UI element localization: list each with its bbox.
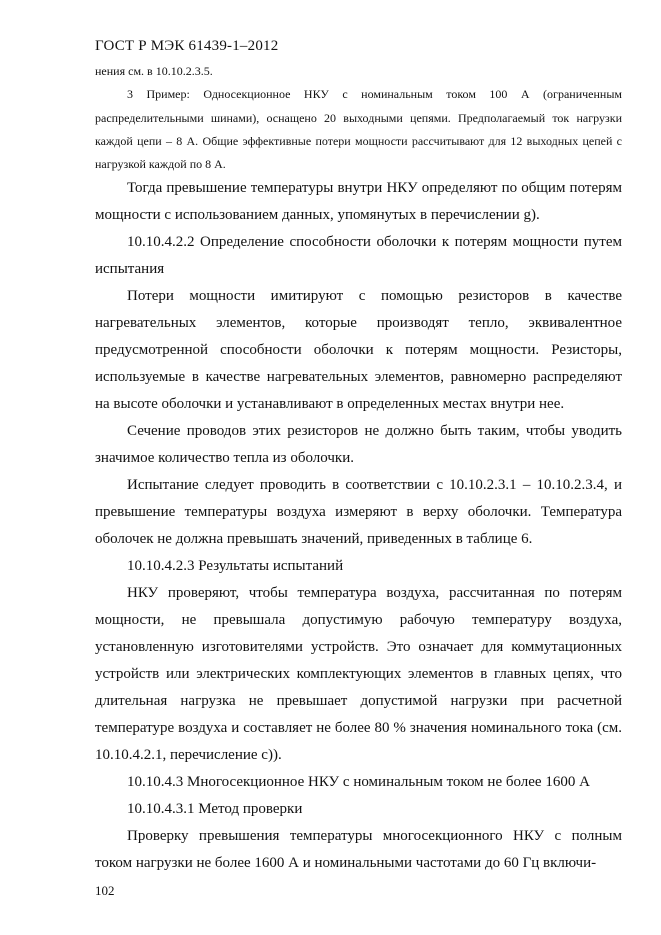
page-number: 102: [95, 883, 115, 898]
note-example: 3 Пример: Односекционное НКУ с номинальным током 100 А (ограниченным распределительными шинами), оснащено 20 выходными цепями. Предполагаемый ток нагрузки каждой цепи – 8 А. Общие эффективные потери мощности рассчитывают для 12 выходных цепей с нагрузкой каждой по 8 А.: [95, 87, 622, 172]
paragraph-test-results: НКУ проверяют, чтобы температура воздуха, рассчитанная по потерям мощности, не превышала допустимую рабочую температуру воздуха, установленную изготовителями устройств. Это означает для коммутационных устройств или электрических комплектующих элементов в главных цепях, что длительная нагрузка не превышает допустимой нагрузки при расчетной температуре воздуха и составляет не более 80 % значения номинального тока (см. 10.10.4.2.1, перечисление с)).: [95, 585, 622, 763]
paragraph-power-loss-simulation: Потери мощности имитируют с помощью резисторов в качестве нагревательных элементов, которые производят тепло, эквивалентное предусмотренной способности оболочки к потерям мощности. Резисторы, используемые в качестве нагревательных элементов, равномерно распределяют на высоте оболочки и устанавливают в определенных местах внутри нее.: [95, 288, 622, 412]
note-block: [95, 60, 622, 176]
section-heading-10-10-4-3: 10.10.4.3 Многосекционное НКУ с номинальным током не более 1600 А: [127, 774, 590, 790]
paragraph-temperature-rise: Тогда превышение температуры внутри НКУ определяют по общим потерям мощности с использованием данных, упомянутых в перечислении g).: [95, 180, 622, 223]
standard-header: ГОСТ Р МЭК 61439-1–2012: [95, 38, 279, 54]
main-text: [95, 175, 622, 877]
section-heading-10-10-4-2-3: 10.10.4.2.3 Результаты испытаний: [127, 558, 344, 574]
paragraph-test-procedure: Испытание следует проводить в соответствии с 10.10.2.3.1 – 10.10.2.3.4, и превышение температуры воздуха измеряют в верху оболочки. Температура оболочек не должна превышать значений, приведенных в таблице 6.: [95, 477, 622, 547]
section-heading-10-10-4-2-2: 10.10.4.2.2 Определение способности оболочки к потерям мощности путем испытания: [95, 234, 622, 277]
note-continuation: нения см. в 10.10.2.3.5.: [95, 64, 213, 78]
section-heading-10-10-4-3-1: 10.10.4.3.1 Метод проверки: [127, 801, 303, 817]
paragraph-multisection-verification: Проверку превышения температуры многосекционного НКУ с полным током нагрузки не более 1600 А и номинальными частотами до 60 Гц включи-: [95, 828, 622, 871]
paragraph-wire-section: Сечение проводов этих резисторов не должно быть таким, чтобы уводить значимое количество тепла из оболочки.: [95, 423, 622, 466]
